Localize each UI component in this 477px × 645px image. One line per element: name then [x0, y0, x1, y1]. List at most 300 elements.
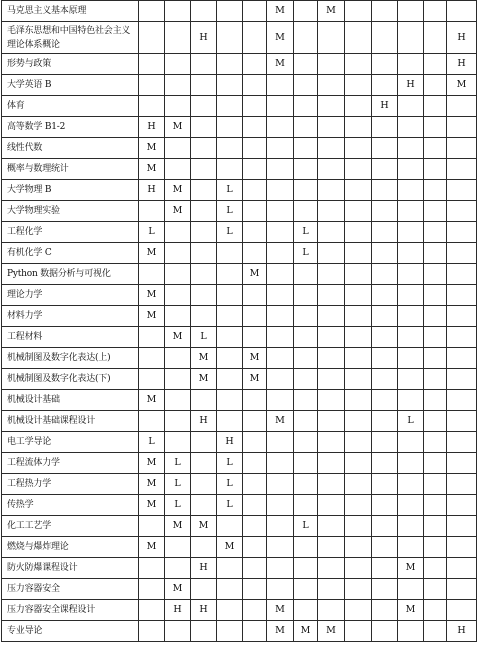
course-name: 工程流体力学: [2, 453, 139, 474]
support-level-cell: [424, 537, 447, 558]
support-level-cell: [398, 201, 424, 222]
support-level-cell: [267, 369, 294, 390]
support-level-cell: M: [398, 558, 424, 579]
support-level-cell: [243, 537, 267, 558]
support-level-cell: [165, 390, 191, 411]
support-level-cell: [447, 348, 477, 369]
support-level-cell: M: [139, 537, 165, 558]
support-level-cell: [372, 621, 398, 642]
support-level-cell: [372, 117, 398, 138]
support-level-cell: [345, 222, 372, 243]
support-level-cell: H: [447, 54, 477, 75]
support-level-cell: M: [318, 621, 345, 642]
support-level-cell: [217, 75, 243, 96]
support-level-cell: [267, 348, 294, 369]
support-level-cell: [243, 516, 267, 537]
support-level-cell: [243, 411, 267, 432]
support-level-cell: [191, 537, 217, 558]
support-level-cell: [139, 96, 165, 117]
support-level-cell: [424, 180, 447, 201]
support-level-cell: [243, 243, 267, 264]
support-level-cell: M: [243, 264, 267, 285]
course-name: 电工学导论: [2, 432, 139, 453]
support-level-cell: [318, 474, 345, 495]
support-level-cell: [318, 201, 345, 222]
support-level-cell: [398, 117, 424, 138]
support-level-cell: [294, 159, 318, 180]
table-row: [2, 537, 477, 558]
support-level-cell: [372, 75, 398, 96]
support-level-cell: [267, 327, 294, 348]
support-level-cell: [372, 285, 398, 306]
support-level-cell: [294, 432, 318, 453]
support-level-cell: M: [318, 1, 345, 22]
support-level-cell: [424, 411, 447, 432]
support-level-cell: M: [165, 327, 191, 348]
support-level-cell: [318, 96, 345, 117]
support-level-cell: [424, 1, 447, 22]
support-level-cell: [267, 138, 294, 159]
support-level-cell: M: [165, 516, 191, 537]
support-level-cell: M: [139, 138, 165, 159]
support-level-cell: [243, 54, 267, 75]
support-level-cell: [345, 243, 372, 264]
support-level-cell: [398, 348, 424, 369]
support-level-cell: [318, 75, 345, 96]
table-row: [2, 201, 477, 222]
support-level-cell: [318, 159, 345, 180]
support-level-cell: [424, 22, 447, 54]
support-level-cell: [372, 159, 398, 180]
support-level-cell: [191, 201, 217, 222]
support-level-cell: [318, 54, 345, 75]
support-level-cell: [447, 243, 477, 264]
support-level-cell: [165, 285, 191, 306]
support-level-cell: [345, 474, 372, 495]
table-row: [2, 117, 477, 138]
support-level-cell: [217, 159, 243, 180]
support-level-cell: [243, 390, 267, 411]
support-level-cell: H: [191, 600, 217, 621]
support-level-cell: [294, 600, 318, 621]
support-level-cell: [345, 537, 372, 558]
support-level-cell: H: [165, 600, 191, 621]
support-level-cell: [424, 75, 447, 96]
support-level-cell: [267, 96, 294, 117]
support-level-cell: L: [294, 516, 318, 537]
support-level-cell: [398, 495, 424, 516]
support-level-cell: [447, 432, 477, 453]
support-level-cell: [294, 453, 318, 474]
support-level-cell: [318, 306, 345, 327]
support-level-cell: [165, 537, 191, 558]
support-level-cell: [294, 348, 318, 369]
support-level-cell: [139, 201, 165, 222]
support-level-cell: L: [217, 474, 243, 495]
support-level-cell: [398, 306, 424, 327]
support-level-cell: [243, 495, 267, 516]
support-level-cell: [345, 558, 372, 579]
support-level-cell: [191, 117, 217, 138]
support-level-cell: [294, 390, 318, 411]
support-level-cell: [217, 285, 243, 306]
support-level-cell: H: [191, 22, 217, 54]
support-level-cell: [398, 22, 424, 54]
support-level-cell: [372, 558, 398, 579]
support-level-cell: L: [165, 474, 191, 495]
support-level-cell: [424, 558, 447, 579]
support-level-cell: [191, 264, 217, 285]
course-name: 高等数学 B1-2: [2, 117, 139, 138]
support-level-cell: [318, 222, 345, 243]
support-level-cell: [318, 537, 345, 558]
support-level-cell: [243, 180, 267, 201]
course-name: 压力容器安全课程设计: [2, 600, 139, 621]
support-level-cell: [398, 1, 424, 22]
support-level-cell: [217, 558, 243, 579]
support-level-cell: [345, 369, 372, 390]
support-level-cell: [318, 348, 345, 369]
support-level-cell: [424, 390, 447, 411]
support-level-cell: [345, 75, 372, 96]
table-row: [2, 285, 477, 306]
support-level-cell: [267, 474, 294, 495]
support-level-cell: [398, 453, 424, 474]
support-level-cell: [294, 306, 318, 327]
support-level-cell: M: [267, 600, 294, 621]
support-level-cell: [424, 495, 447, 516]
support-level-cell: [372, 54, 398, 75]
support-level-cell: [372, 495, 398, 516]
support-level-cell: [267, 390, 294, 411]
support-level-cell: M: [191, 348, 217, 369]
support-level-cell: M: [267, 22, 294, 54]
support-level-cell: [165, 96, 191, 117]
support-level-cell: [294, 180, 318, 201]
support-level-cell: [372, 180, 398, 201]
support-level-cell: [318, 180, 345, 201]
support-level-cell: [294, 1, 318, 22]
support-level-cell: [447, 516, 477, 537]
support-level-cell: [398, 327, 424, 348]
support-level-cell: [139, 54, 165, 75]
table-row: [2, 369, 477, 390]
support-level-cell: [243, 22, 267, 54]
course-name: 形势与政策: [2, 54, 139, 75]
support-level-cell: M: [139, 495, 165, 516]
support-level-cell: [217, 22, 243, 54]
table-row: [2, 453, 477, 474]
support-level-cell: [424, 579, 447, 600]
support-level-cell: [165, 369, 191, 390]
course-name: 化工工艺学: [2, 516, 139, 537]
support-level-cell: [217, 96, 243, 117]
support-level-cell: [267, 264, 294, 285]
support-level-cell: L: [139, 222, 165, 243]
support-level-cell: M: [267, 1, 294, 22]
support-level-cell: [217, 306, 243, 327]
support-level-cell: [243, 306, 267, 327]
support-level-cell: H: [191, 558, 217, 579]
course-name: 线性代数: [2, 138, 139, 159]
support-level-cell: [318, 264, 345, 285]
support-level-cell: [447, 117, 477, 138]
support-level-cell: [424, 138, 447, 159]
support-level-cell: [139, 348, 165, 369]
support-level-cell: [372, 411, 398, 432]
support-level-cell: [139, 264, 165, 285]
support-level-cell: [139, 327, 165, 348]
course-name: 大学物理 B: [2, 180, 139, 201]
support-level-cell: [372, 138, 398, 159]
support-level-cell: L: [294, 222, 318, 243]
support-level-cell: M: [139, 390, 165, 411]
course-name: 机械制图及数字化表达(下): [2, 369, 139, 390]
support-level-cell: [372, 243, 398, 264]
table-row: [2, 327, 477, 348]
support-level-cell: [191, 243, 217, 264]
support-level-cell: [345, 285, 372, 306]
support-level-cell: [447, 411, 477, 432]
support-level-cell: [398, 537, 424, 558]
support-level-cell: [447, 138, 477, 159]
support-level-cell: M: [139, 306, 165, 327]
support-level-cell: [345, 327, 372, 348]
support-level-cell: M: [191, 369, 217, 390]
support-level-cell: [318, 579, 345, 600]
support-level-cell: [165, 243, 191, 264]
course-name: 毛泽东思想和中国特色社会主义理论体系概论: [2, 22, 139, 54]
support-level-cell: [345, 54, 372, 75]
table-row: [2, 96, 477, 117]
course-name: 有机化学 C: [2, 243, 139, 264]
support-level-cell: [243, 1, 267, 22]
table-row: [2, 22, 477, 54]
support-level-cell: [345, 621, 372, 642]
support-level-cell: [217, 348, 243, 369]
support-level-cell: [139, 369, 165, 390]
course-name: 机械制图及数字化表达(上): [2, 348, 139, 369]
support-level-cell: [447, 579, 477, 600]
support-level-cell: [139, 75, 165, 96]
support-level-cell: [243, 474, 267, 495]
support-level-cell: [372, 579, 398, 600]
support-level-cell: [424, 117, 447, 138]
course-name: 理论力学: [2, 285, 139, 306]
course-requirement-matrix: [1, 0, 477, 642]
support-level-cell: H: [139, 180, 165, 201]
support-level-cell: [165, 621, 191, 642]
table-row: [2, 474, 477, 495]
support-level-cell: [447, 306, 477, 327]
support-level-cell: [447, 201, 477, 222]
support-level-cell: M: [165, 117, 191, 138]
support-level-cell: [267, 243, 294, 264]
support-level-cell: [267, 432, 294, 453]
support-level-cell: H: [372, 96, 398, 117]
support-level-cell: [243, 201, 267, 222]
support-level-cell: [424, 159, 447, 180]
support-level-cell: [165, 138, 191, 159]
support-level-cell: [139, 516, 165, 537]
support-level-cell: [294, 579, 318, 600]
support-level-cell: [267, 516, 294, 537]
support-level-cell: L: [217, 453, 243, 474]
support-level-cell: [398, 159, 424, 180]
table-row: [2, 159, 477, 180]
support-level-cell: [191, 1, 217, 22]
course-name: 工程化学: [2, 222, 139, 243]
support-level-cell: [424, 600, 447, 621]
support-level-cell: [191, 390, 217, 411]
support-level-cell: [191, 579, 217, 600]
support-level-cell: [398, 390, 424, 411]
course-name: 燃烧与爆炸理论: [2, 537, 139, 558]
support-level-cell: [294, 474, 318, 495]
support-level-cell: H: [217, 432, 243, 453]
support-level-cell: [398, 516, 424, 537]
support-level-cell: [398, 474, 424, 495]
table-row: [2, 54, 477, 75]
support-level-cell: [318, 411, 345, 432]
support-level-cell: [217, 327, 243, 348]
support-level-cell: [139, 600, 165, 621]
support-level-cell: [447, 369, 477, 390]
support-level-cell: [345, 22, 372, 54]
table-row: [2, 579, 477, 600]
support-level-cell: [267, 453, 294, 474]
support-level-cell: [372, 306, 398, 327]
support-level-cell: [165, 75, 191, 96]
support-level-cell: [424, 348, 447, 369]
support-level-cell: [217, 117, 243, 138]
support-level-cell: M: [267, 54, 294, 75]
table-row: [2, 222, 477, 243]
support-level-cell: [345, 138, 372, 159]
matrix-body: [2, 1, 477, 642]
support-level-cell: [217, 1, 243, 22]
support-level-cell: [191, 180, 217, 201]
table-row: [2, 75, 477, 96]
support-level-cell: [345, 348, 372, 369]
table-row: [2, 600, 477, 621]
support-level-cell: [294, 411, 318, 432]
support-level-cell: M: [165, 180, 191, 201]
support-level-cell: [217, 579, 243, 600]
support-level-cell: [243, 117, 267, 138]
course-name: 压力容器安全: [2, 579, 139, 600]
table-row: [2, 306, 477, 327]
support-level-cell: H: [447, 621, 477, 642]
table-row: [2, 348, 477, 369]
support-level-cell: [447, 558, 477, 579]
support-level-cell: [372, 201, 398, 222]
support-level-cell: [139, 558, 165, 579]
support-level-cell: [398, 96, 424, 117]
support-level-cell: [191, 138, 217, 159]
support-level-cell: [243, 453, 267, 474]
support-level-cell: M: [243, 369, 267, 390]
support-level-cell: [372, 264, 398, 285]
course-name: Python 数据分析与可视化: [2, 264, 139, 285]
support-level-cell: L: [165, 453, 191, 474]
support-level-cell: M: [267, 621, 294, 642]
support-level-cell: [372, 516, 398, 537]
support-level-cell: [345, 117, 372, 138]
table-row: [2, 264, 477, 285]
support-level-cell: [267, 285, 294, 306]
support-level-cell: [165, 306, 191, 327]
support-level-cell: [243, 327, 267, 348]
support-level-cell: [318, 495, 345, 516]
support-level-cell: H: [447, 22, 477, 54]
course-name: 机械设计基础课程设计: [2, 411, 139, 432]
table-row: [2, 621, 477, 642]
support-level-cell: [424, 54, 447, 75]
support-level-cell: [447, 600, 477, 621]
table-row: [2, 432, 477, 453]
support-level-cell: [294, 558, 318, 579]
support-level-cell: M: [217, 537, 243, 558]
support-level-cell: [424, 222, 447, 243]
support-level-cell: [398, 285, 424, 306]
support-level-cell: [165, 432, 191, 453]
support-level-cell: [165, 264, 191, 285]
support-level-cell: [165, 22, 191, 54]
support-level-cell: [243, 621, 267, 642]
support-level-cell: [217, 390, 243, 411]
support-level-cell: M: [139, 243, 165, 264]
support-level-cell: [191, 621, 217, 642]
support-level-cell: [139, 22, 165, 54]
support-level-cell: [398, 243, 424, 264]
support-level-cell: [217, 264, 243, 285]
support-level-cell: [318, 138, 345, 159]
support-level-cell: [345, 579, 372, 600]
support-level-cell: [345, 201, 372, 222]
support-level-cell: [267, 159, 294, 180]
support-level-cell: [139, 1, 165, 22]
course-name: 工程材料: [2, 327, 139, 348]
support-level-cell: [372, 432, 398, 453]
support-level-cell: [318, 22, 345, 54]
support-level-cell: [267, 75, 294, 96]
support-level-cell: [294, 369, 318, 390]
support-level-cell: [372, 22, 398, 54]
support-level-cell: [191, 474, 217, 495]
support-level-cell: [424, 369, 447, 390]
support-level-cell: [294, 495, 318, 516]
support-level-cell: [243, 222, 267, 243]
support-level-cell: H: [398, 75, 424, 96]
support-level-cell: [165, 159, 191, 180]
support-level-cell: [447, 537, 477, 558]
support-level-cell: [191, 495, 217, 516]
support-level-cell: [243, 138, 267, 159]
support-level-cell: L: [398, 411, 424, 432]
support-level-cell: [243, 432, 267, 453]
support-level-cell: [243, 285, 267, 306]
support-level-cell: L: [217, 201, 243, 222]
support-level-cell: M: [447, 75, 477, 96]
support-level-cell: H: [139, 117, 165, 138]
support-level-cell: [345, 306, 372, 327]
support-level-cell: [165, 54, 191, 75]
support-level-cell: [345, 180, 372, 201]
support-level-cell: [318, 285, 345, 306]
support-level-cell: [294, 327, 318, 348]
support-level-cell: L: [165, 495, 191, 516]
